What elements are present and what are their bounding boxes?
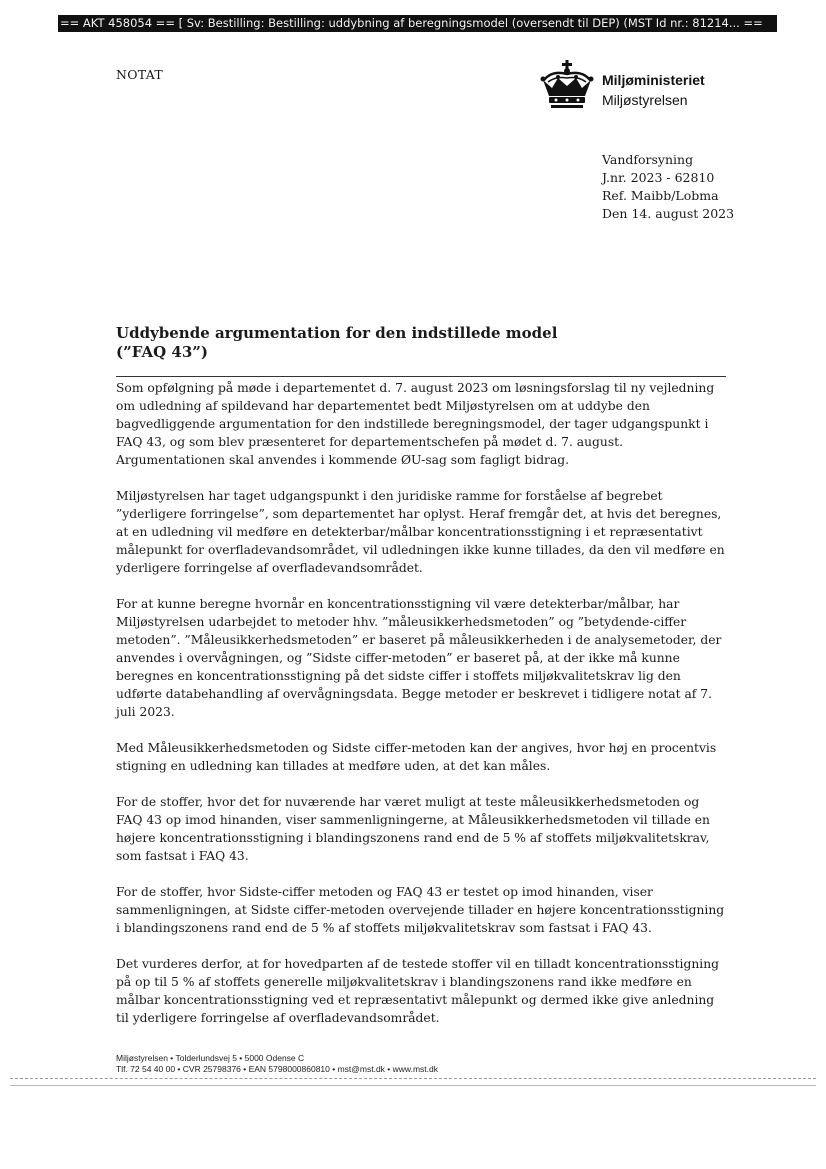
meta-case-number: J.nr. 2023 - 62810 [602,170,715,185]
footer [116,1053,438,1075]
document-meta [602,151,734,223]
ministry-logo [538,60,738,112]
footer-divider [10,1078,816,1079]
meta-date: Den 14. august 2023 [602,206,735,221]
title-divider [116,376,726,377]
meta-reference: Ref. Maibb/Lobma [602,188,719,203]
paragraph: Med Måleusikkerhedsmetoden og Sidste ciffer-metoden kan der angives, hvor høj en procentvis stigning en udledning kan tillades at medføre uden, at det kan måles. [116,741,717,773]
ministry-name: Miljøministeriet [602,72,705,88]
footer-divider [10,1085,816,1086]
paragraph: Som opfølgning på møde i departementet d. 7. august 2023 om løsningsforslag til ny vejledning om udledning af spildevand har departementet bedt Miljøstyrelsen om at uddybe den bagvedliggende argumentation for den indstillede beregningsmodel, der tager udgangspunkt i FAQ 43, og som blev præsenteret for departementschefen på mødet d. 7. august. Argumentationen skal anvendes i kommende ØU-sag som fagligt bidrag. [116,381,715,467]
paragraph: Miljøstyrelsen har taget udgangspunkt i den juridiske ramme for forståelse af begrebet ”yderligere forringelse”, som departementet har oplyst. Heraf fremgår det, at hvis det beregnes, at en udledning vil medføre en detekterbar/målbar koncentrationsstigning i et repræsentativt målepunkt for overfladevandsområdet, vil udledningen ikke kunne tillades, da den vil medføre en yderligere forringelse af overfladevandsområdet. [116,489,725,575]
paragraph: Det vurderes derfor, at for hovedparten af de testede stoffer vil en tilladt koncentrationsstigning på op til 5 % af stoffets generelle miljøkvalitetskrav i blandingszonens rand ikke medføre en målbar koncentrationsstigning ved et repræsentativt målepunkt og dermed ikke give anledning til yderligere forringelse af overfladevandsområdet. [116,957,720,1025]
paragraph: For de stoffer, hvor det for nuværende har været muligt at teste måleusikkerhedsmetoden og FAQ 43 op imod hinanden, viser sammenligningerne, at Måleusikkerhedsmetoden vil tillade en højere koncentrationsstigning i blandingszonens rand end de 5 % af stoffets miljøkvalitetskrav, som fastsat i FAQ 43. [116,795,710,863]
crown-icon [538,60,596,110]
footer-address: Miljøstyrelsen • Tolderlundsvej 5 • 5000 Odense C [116,1053,305,1063]
footer-contact: Tlf. 72 54 40 00 • CVR 25798376 • EAN 5798000860810 • mst@mst.dk • www.mst.dk [116,1064,438,1074]
document-body [116,379,728,1045]
document-id-banner: == AKT 458054 == [ Sv: Bestilling: Bestilling: uddybning af beregningsmodel (oversendt til DEP) (MST Id nr.: 81214... == [58,15,777,32]
meta-department: Vandforsyning [602,152,694,167]
agency-name: Miljøstyrelsen [602,92,688,108]
paragraph: For at kunne beregne hvornår en koncentrationsstigning vil være detekterbar/målbar, har Miljøstyrelsen udarbejdet to metoder hhv. ”måleusikkerhedsmetoden” og ”betydende-ciffer metoden”. ”Måleusikkerhedsmetoden” er baseret på måleusikkerheden i de analysemetoder, der anvendes i overvågningen, og ”Sidste ciffer-metoden” er baseret på, at der ikke må kunne beregnes en koncentrationsstigning på det sidste ciffer i stoffets miljøkvalitetskrav lig den udførte databehandling af overvågningsdata. Begge metoder er beskrevet i tidligere notat af 7. juli 2023. [116,597,722,719]
document-title: Uddybende argumentation for den indstillede model (”FAQ 43”) [116,324,558,361]
paragraph: For de stoffer, hvor Sidste-ciffer metoden og FAQ 43 er testet op imod hinanden, viser sammenligningen, at Sidste ciffer-metoden overvejende tillader en højere koncentrationsstigning i blandingszonens rand end de 5 % af stoffets miljøkvalitetskrav som fastsat i FAQ 43. [116,885,725,935]
document-type-label: NOTAT [116,67,164,82]
